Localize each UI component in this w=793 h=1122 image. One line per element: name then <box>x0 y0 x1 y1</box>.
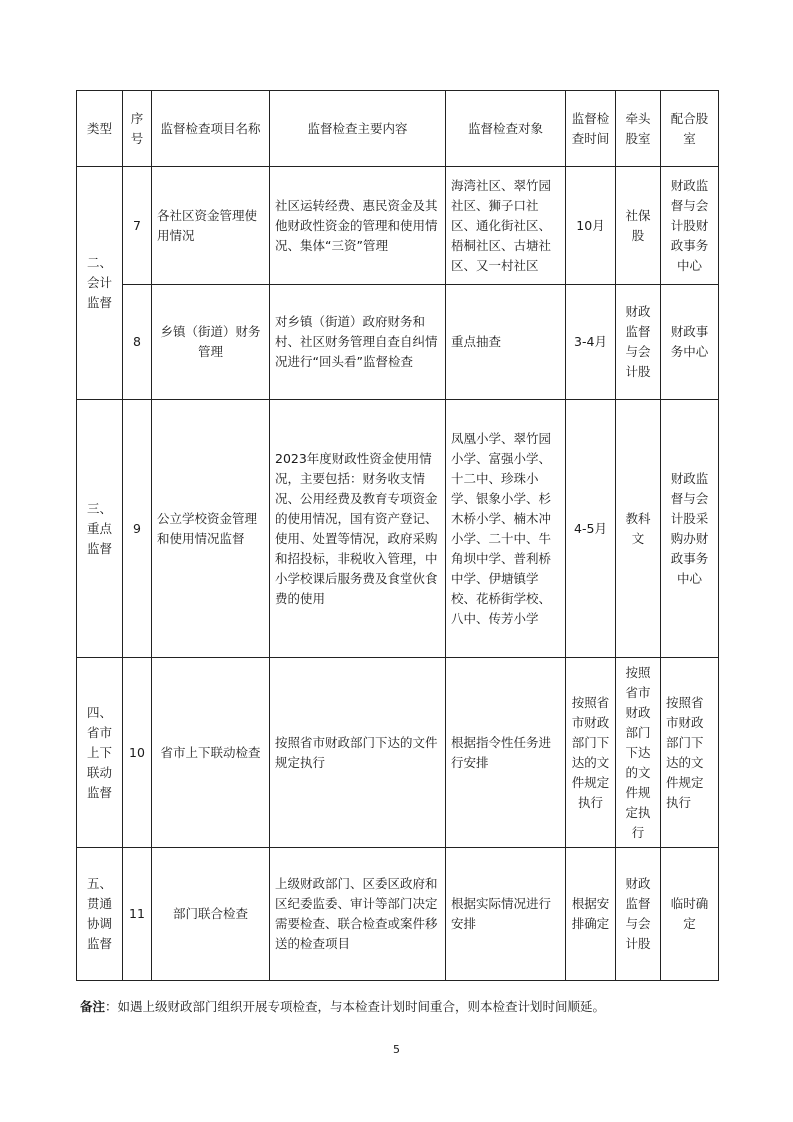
row-time: 10月 <box>566 167 616 285</box>
row-coop: 临时确定 <box>661 848 719 981</box>
group-label: 三、重点监督 <box>77 400 123 658</box>
row-content: 按照省市财政部门下达的文件规定执行 <box>270 658 446 848</box>
table-row <box>77 848 719 981</box>
table-row <box>77 285 719 400</box>
row-seq: 8 <box>123 285 152 400</box>
row-object: 根据实际情况进行安排 <box>446 848 566 981</box>
table-row <box>77 658 719 848</box>
header-time: 监督检查时间 <box>566 91 616 167</box>
header-seq: 序号 <box>123 91 152 167</box>
row-coop: 财政监督与会计股财政事务中心 <box>661 167 719 285</box>
row-time: 3-4月 <box>566 285 616 400</box>
row-item-name: 各社区资金管理使用情况 <box>152 167 270 285</box>
footnote-label: 备注 <box>80 999 106 1014</box>
row-item-name: 部门联合检查 <box>152 848 270 981</box>
row-item-name: 省市上下联动检查 <box>152 658 270 848</box>
header-item-name: 监督检查项目名称 <box>152 91 270 167</box>
row-lead: 教科文 <box>616 400 661 658</box>
row-coop: 按照省市财政部门下达的文件规定执行 <box>661 658 719 848</box>
group-label: 五、贯通协调监督 <box>77 848 123 981</box>
row-object: 重点抽查 <box>446 285 566 400</box>
row-coop: 财政事务中心 <box>661 285 719 400</box>
row-seq: 7 <box>123 167 152 285</box>
header-content: 监督检查主要内容 <box>270 91 446 167</box>
group-label: 二、会计监督 <box>77 167 123 400</box>
table-row <box>77 167 719 285</box>
row-content: 对乡镇（街道）政府财务和村、社区财务管理自查自纠情况进行“回头看”监督检查 <box>270 285 446 400</box>
row-object: 海湾社区、翠竹园社区、狮子口社区、通化街社区、梧桐社区、古塘社区、又一村社区 <box>446 167 566 285</box>
footnote-text: ：如遇上级财政部门组织开展专项检查，与本检查计划时间重合，则本检查计划时间顺延。 <box>105 999 606 1014</box>
row-object: 凤凰小学、翠竹园小学、富强小学、十二中、珍珠小学、银象小学、杉木桥小学、楠木冲小学、二十中、牛角坝中学、普利桥中学、伊塘镇学校、花桥街学校、八中、传芳小学 <box>446 400 566 658</box>
row-seq: 10 <box>123 658 152 848</box>
row-lead: 财政监督与会计股 <box>616 285 661 400</box>
table-row <box>77 400 719 658</box>
header-object: 监督检查对象 <box>446 91 566 167</box>
row-item-name: 公立学校资金管理和使用情况监督 <box>152 400 270 658</box>
row-seq: 9 <box>123 400 152 658</box>
row-time: 按照省市财政部门下达的文件规定执行 <box>566 658 616 848</box>
row-lead: 社保股 <box>616 167 661 285</box>
row-content: 2023年度财政性资金使用情况，主要包括：财务收支情况、公用经费及教育专项资金的使用情况，国有资产登记、使用、处置等情况，政府采购和招投标，非税收入管理，中小学校课后服务费及食堂伙食费的使用 <box>270 400 446 658</box>
row-content: 上级财政部门、区委区政府和区纪委监委、审计等部门决定需要检查、联合检查或案件移送的检查项目 <box>270 848 446 981</box>
page-number: 5 <box>393 1043 400 1056</box>
row-coop: 财政监督与会计股采购办财政事务中心 <box>661 400 719 658</box>
row-lead: 按照省市财政部门下达的文件规定执行 <box>616 658 661 848</box>
row-seq: 11 <box>123 848 152 981</box>
group-label: 四、省市上下联动监督 <box>77 658 123 848</box>
inspection-plan-table <box>76 90 719 981</box>
row-time: 根据安排确定 <box>566 848 616 981</box>
header-lead: 牵头股室 <box>616 91 661 167</box>
row-time: 4-5月 <box>566 400 616 658</box>
footnote <box>80 997 720 1015</box>
header-coop: 配合股室 <box>661 91 719 167</box>
row-item-name: 乡镇（街道）财务管理 <box>152 285 270 400</box>
header-row <box>77 91 719 167</box>
row-content: 社区运转经费、惠民资金及其他财政性资金的管理和使用情况、集体“三资”管理 <box>270 167 446 285</box>
row-lead: 财政监督与会计股 <box>616 848 661 981</box>
header-type: 类型 <box>77 91 123 167</box>
row-object: 根据指令性任务进行安排 <box>446 658 566 848</box>
